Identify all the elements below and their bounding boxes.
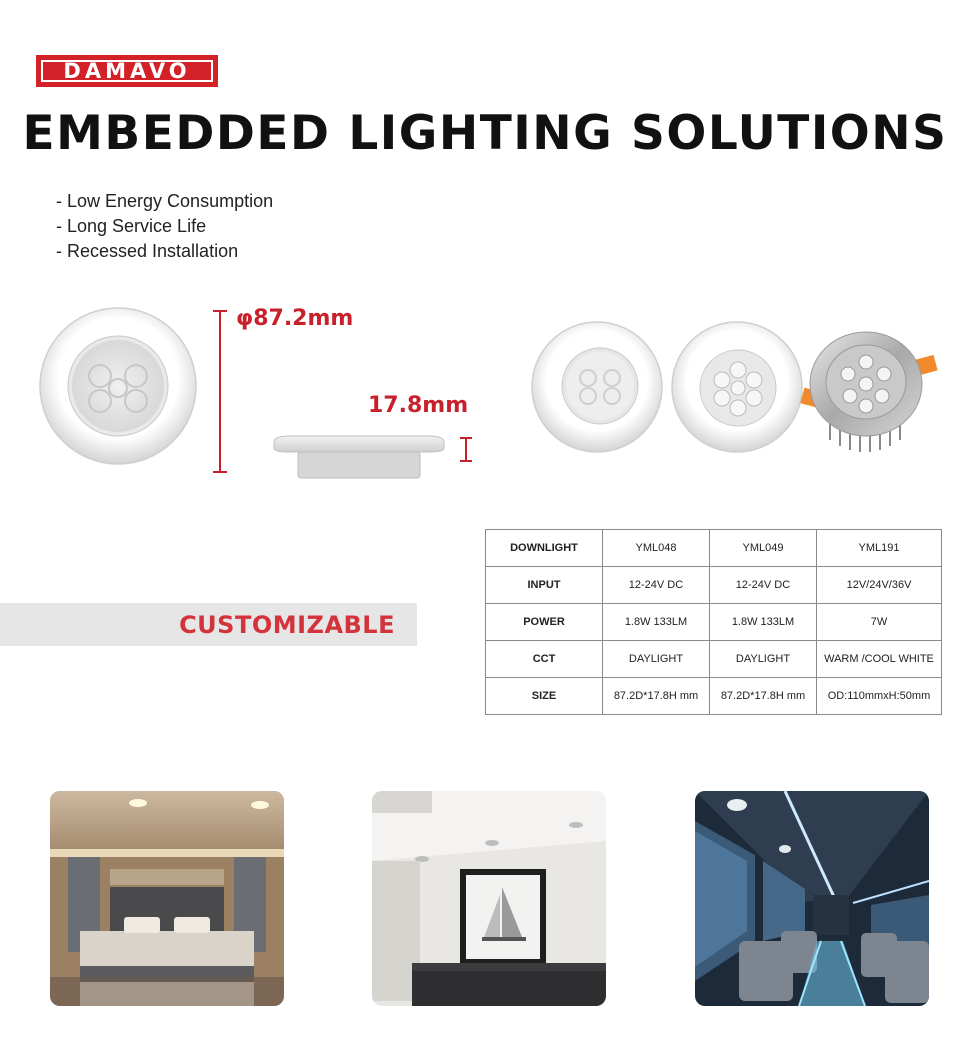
downlight-side-view bbox=[270, 434, 448, 484]
diameter-label: φ87.2mm bbox=[236, 306, 354, 331]
table-row bbox=[486, 567, 942, 604]
table-row bbox=[486, 641, 942, 678]
height-label: 17.8mm bbox=[368, 393, 469, 418]
table-row bbox=[486, 530, 942, 567]
feature-item: - Long Service Life bbox=[56, 216, 207, 236]
table-cell: 87.2D*17.8H mm bbox=[710, 678, 817, 715]
feature-list bbox=[56, 189, 273, 264]
table-cell: OD:110mmxH:50mm bbox=[817, 678, 942, 715]
table-cell: CCT bbox=[486, 641, 603, 678]
table-cell: 12-24V DC bbox=[603, 567, 710, 604]
yml049-light-product bbox=[670, 320, 805, 455]
table-cell: 1.8W 133LM bbox=[710, 604, 817, 641]
table-cell: 87.2D*17.8H mm bbox=[603, 678, 710, 715]
table-header-cell: DOWNLIGHT bbox=[486, 530, 603, 567]
table-header-cell: YML048 bbox=[603, 530, 710, 567]
table-cell: POWER bbox=[486, 604, 603, 641]
table-cell: SIZE bbox=[486, 678, 603, 715]
downlight-front-view bbox=[38, 306, 198, 466]
page-title: EMBEDDED LIGHTING SOLUTIONS bbox=[22, 106, 948, 161]
spec-table bbox=[485, 529, 942, 715]
table-cell: DAYLIGHT bbox=[710, 641, 817, 678]
table-cell: INPUT bbox=[486, 567, 603, 604]
yml048-light-product bbox=[530, 320, 665, 455]
table-cell: WARM /COOL WHITE bbox=[817, 641, 942, 678]
feature-item: - Recessed Installation bbox=[56, 241, 239, 261]
rv-bedroom-photo bbox=[50, 791, 284, 1006]
diameter-dimension-line bbox=[219, 310, 221, 473]
yml191-light-product bbox=[800, 322, 950, 457]
height-dimension-line bbox=[465, 437, 467, 462]
brand-logo bbox=[36, 55, 218, 87]
table-row bbox=[486, 604, 942, 641]
feature-item: - Low Energy Consumption bbox=[56, 191, 274, 211]
table-cell: 7W bbox=[817, 604, 942, 641]
table-cell: 1.8W 133LM bbox=[603, 604, 710, 641]
customizable-banner bbox=[0, 603, 417, 646]
table-cell: 12V/24V/36V bbox=[817, 567, 942, 604]
train-cabin-photo bbox=[372, 791, 606, 1006]
brand-logo-text: DAMAVO bbox=[63, 58, 191, 83]
table-header-cell: YML191 bbox=[817, 530, 942, 567]
table-cell: DAYLIGHT bbox=[603, 641, 710, 678]
table-header-cell: YML049 bbox=[710, 530, 817, 567]
table-row bbox=[486, 678, 942, 715]
bus-interior-photo bbox=[695, 791, 929, 1006]
customizable-label: CUSTOMIZABLE bbox=[179, 611, 395, 639]
table-cell: 12-24V DC bbox=[710, 567, 817, 604]
